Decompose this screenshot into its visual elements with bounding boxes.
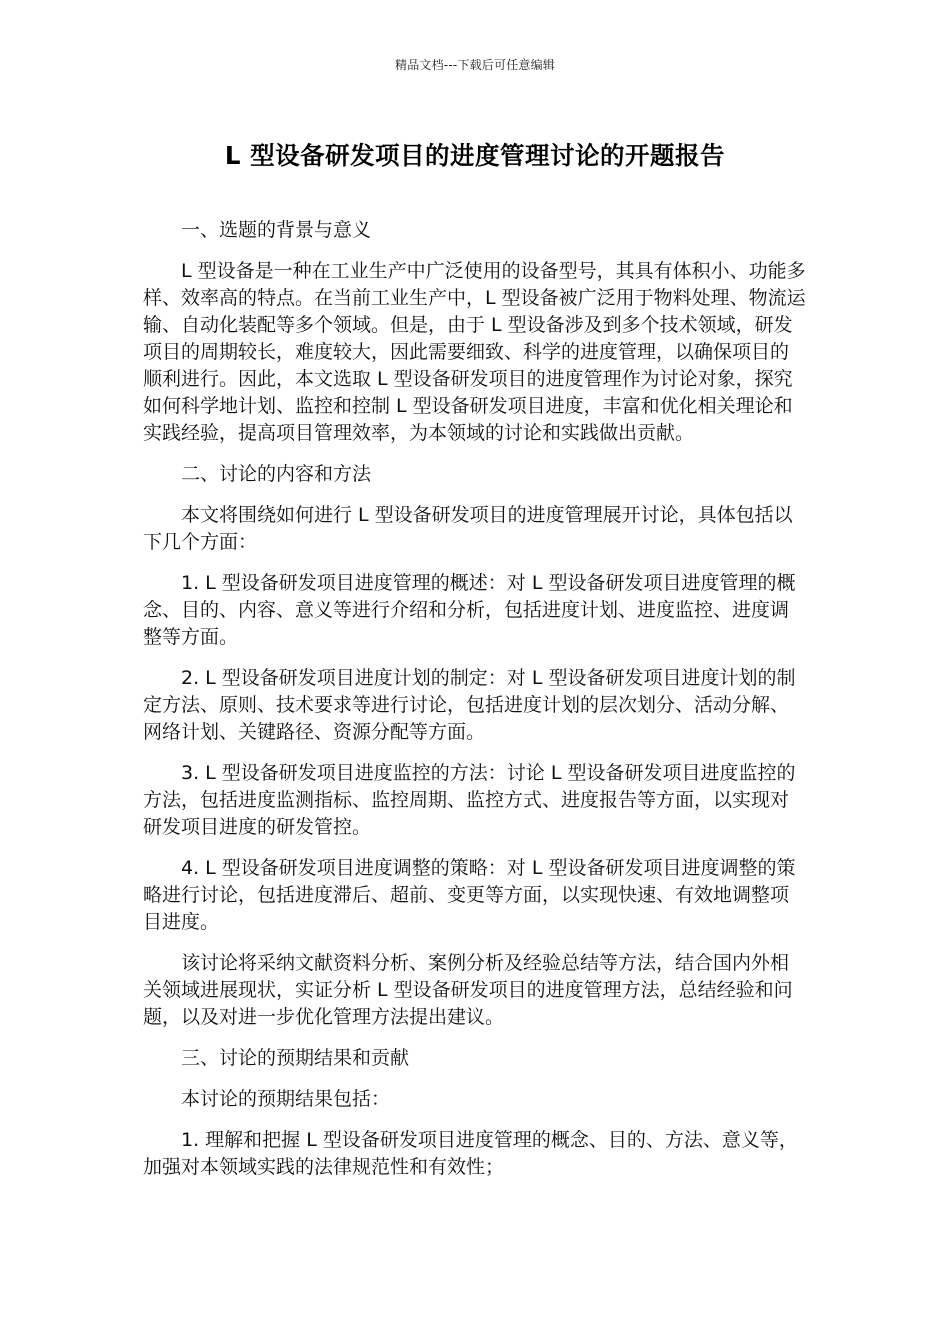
- document-title: L 型设备研发项目的进度管理讨论的开题报告: [224, 141, 726, 170]
- paragraph-intro: 本文将围绕如何进行 L 型设备研发项目的进度管理展开讨论，具体包括以下几个方面：: [143, 504, 793, 553]
- list-item-4: 4. L 型设备研发项目进度调整的策略：对 L 型设备研发项目进度调整的策略进行讨论，包括进度滞后、超前、变更等方面，以实现快速、有效地调整项目进度。: [143, 857, 796, 933]
- list-item-3: 3. L 型设备研发项目进度监控的方法：讨论 L 型设备研发项目进度监控的方法，包括进度监测指标、监控周期、监控方式、进度报告等方面，以实现对研发项目进度的研发管控。: [143, 762, 796, 838]
- paragraph-expected: 本讨论的预期结果包括：: [181, 1088, 391, 1110]
- section-heading-2: 二、讨论的内容和方法: [181, 463, 372, 485]
- list-item-1: 1. L 型设备研发项目进度管理的概述：对 L 型设备研发项目进度管理的概念、目的、内容、意义等进行介绍和分析，包括进度计划、进度监控、进度调整等方面。: [143, 572, 796, 648]
- header-note: 精品文档---下载后可任意编辑: [395, 58, 555, 72]
- paragraph-background: L 型设备是一种在工业生产中广泛使用的设备型号，其具有体积小、功能多样、效率高的特点。在当前工业生产中，L 型设备被广泛用于物料处理、物流运输、自动化装配等多个领域。但是，由于 L 型设备涉及到多个技术领域，研发项目的周期较长，难度较大，因此需要细致、科学的进度管理，以确保项目的顺利进行。因此，本文选取 L 型设备研发项目的进度管理作为讨论对象，探究如何科学地计划、监控和控制 L 型设备研发项目进度，丰富和优化相关理论和实践经验，提高项目管理效率，为本领域的讨论和实践做出贡献。: [143, 260, 806, 444]
- section-heading-1: 一、选题的背景与意义: [181, 219, 372, 241]
- result-item-1: 1. 理解和把握 L 型设备研发项目进度管理的概念、目的、方法、意义等，加强对本领域实践的法律规范性和有效性；: [143, 1129, 798, 1178]
- list-item-2: 2. L 型设备研发项目进度计划的制定：对 L 型设备研发项目进度计划的制定方法、原则、技术要求等进行讨论，包括进度计划的层次划分、活动分解、网络计划、关键路径、资源分配等方面。: [143, 667, 796, 743]
- section-heading-3: 三、讨论的预期结果和贡献: [181, 1047, 410, 1069]
- document-body: [143, 217, 807, 1195]
- paragraph-method: 该讨论将采纳文献资料分析、案例分析及经验总结等方法，结合国内外相关领域进展现状，实证分析 L 型设备研发项目的进度管理方法，总结经验和问题，以及对进一步优化管理方法提出建议。: [143, 952, 793, 1028]
